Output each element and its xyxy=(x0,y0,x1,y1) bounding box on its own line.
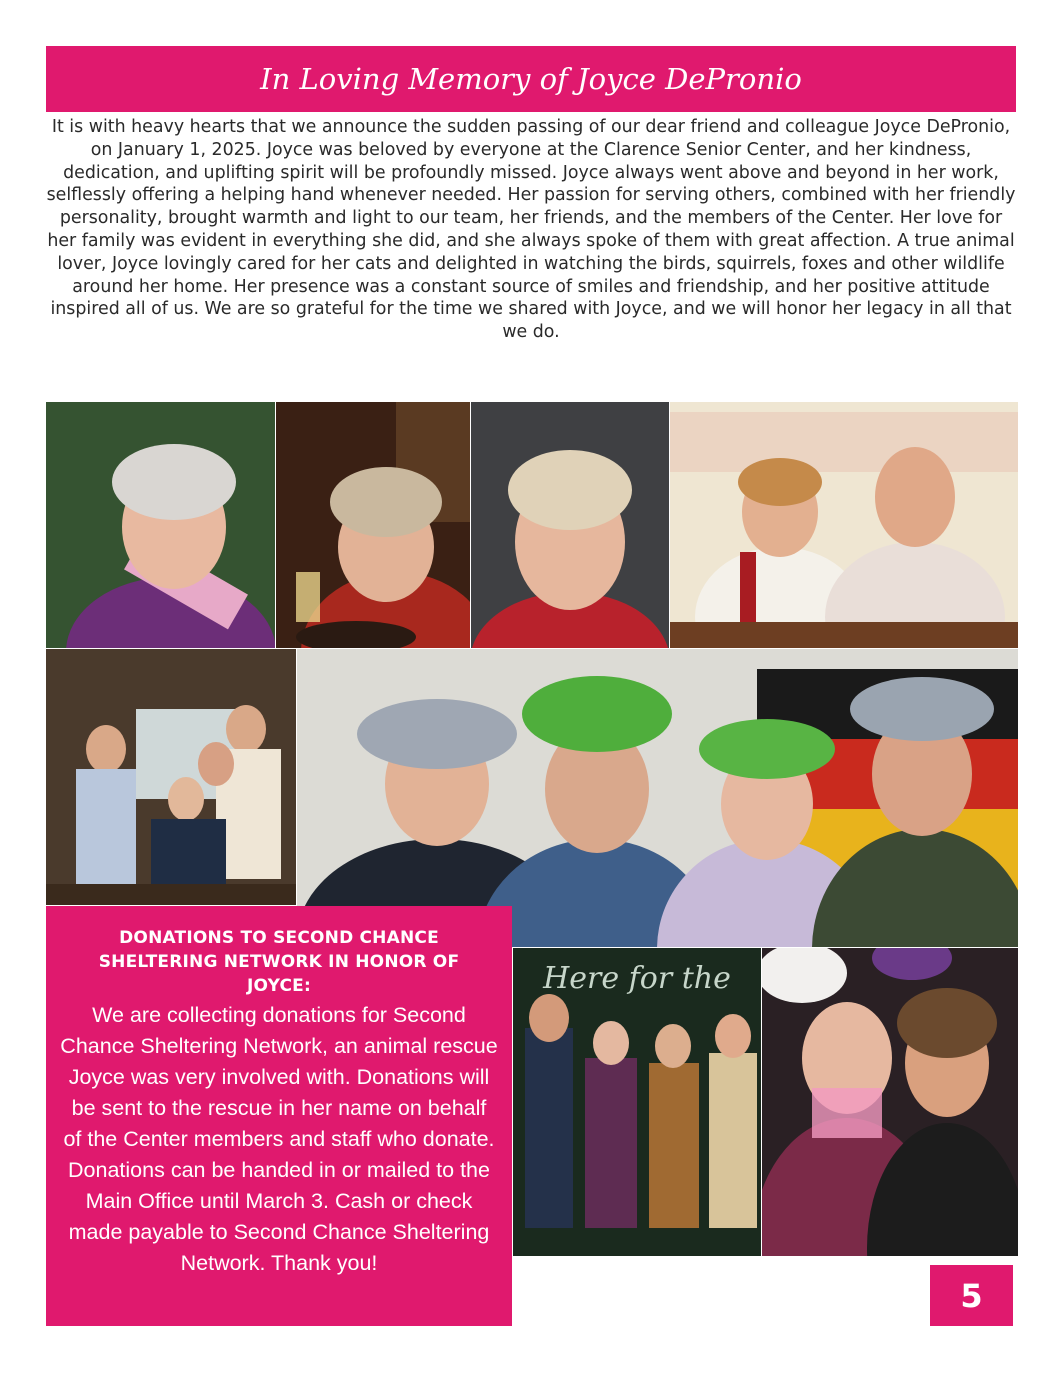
photo-couple-at-table xyxy=(670,402,1018,648)
photo-joyce-dinner xyxy=(276,402,470,648)
photo-joyce-portrait xyxy=(471,402,669,648)
photo-group-neon-sign xyxy=(513,948,761,1256)
donation-body: We are collecting donations for Second Chance Sheltering Network, an animal rescue Joyce was very involved with. Donations will be sent to the rescue in her name on behalf of the Center members and staff who donate. Donations can be handed in or mailed to the Main Office until March 3. Cash or check made payable to Second Chance Sheltering Network. Thank you! xyxy=(60,1003,498,1275)
donation-info-box xyxy=(46,906,512,1326)
page-title-banner xyxy=(46,46,1016,112)
page-number xyxy=(930,1265,1013,1326)
page-title: In Loving Memory of Joyce DePronio xyxy=(260,62,802,96)
photo-group-in-hats xyxy=(297,649,1018,947)
page-number-label: 5 xyxy=(960,1276,983,1315)
photo-joyce-birthday-sash xyxy=(46,402,275,648)
photo-joyce-family xyxy=(46,649,296,905)
photo-joyce-birthday-tiara xyxy=(762,948,1018,1256)
donation-heading: DONATIONS TO SECOND CHANCE SHELTERING NETWORK IN HONOR OF JOYCE: xyxy=(98,928,460,996)
svg-text:Here for the: Here for the xyxy=(543,961,731,996)
memorial-intro-text: It is with heavy hearts that we announce the sudden passing of our dear friend and colleague Joyce DePronio, on January 1, 2025. Joyce was beloved by everyone at the Clarence Senior Center, and her kindness, dedication, and uplifting spirit will be profoundly missed. Joyce always went above and beyond in her work, selflessly offering a helping hand whenever needed. Her passion for serving others, combined with her friendly personality, brought warmth and light to our team, her friends, and the members of the Center. Her love for her family was evident in everything she did, and she always spoke of them with great affection. A true animal lover, Joyce lovingly cared for her cats and delighted in watching the birds, squirrels, foxes and other wildlife around her home. Her presence was a constant source of smiles and friendship, and her positive attitude inspired all of us. We are so grateful for the time we shared with Joyce, and we will honor her legacy in all that we do. xyxy=(46,117,1016,343)
